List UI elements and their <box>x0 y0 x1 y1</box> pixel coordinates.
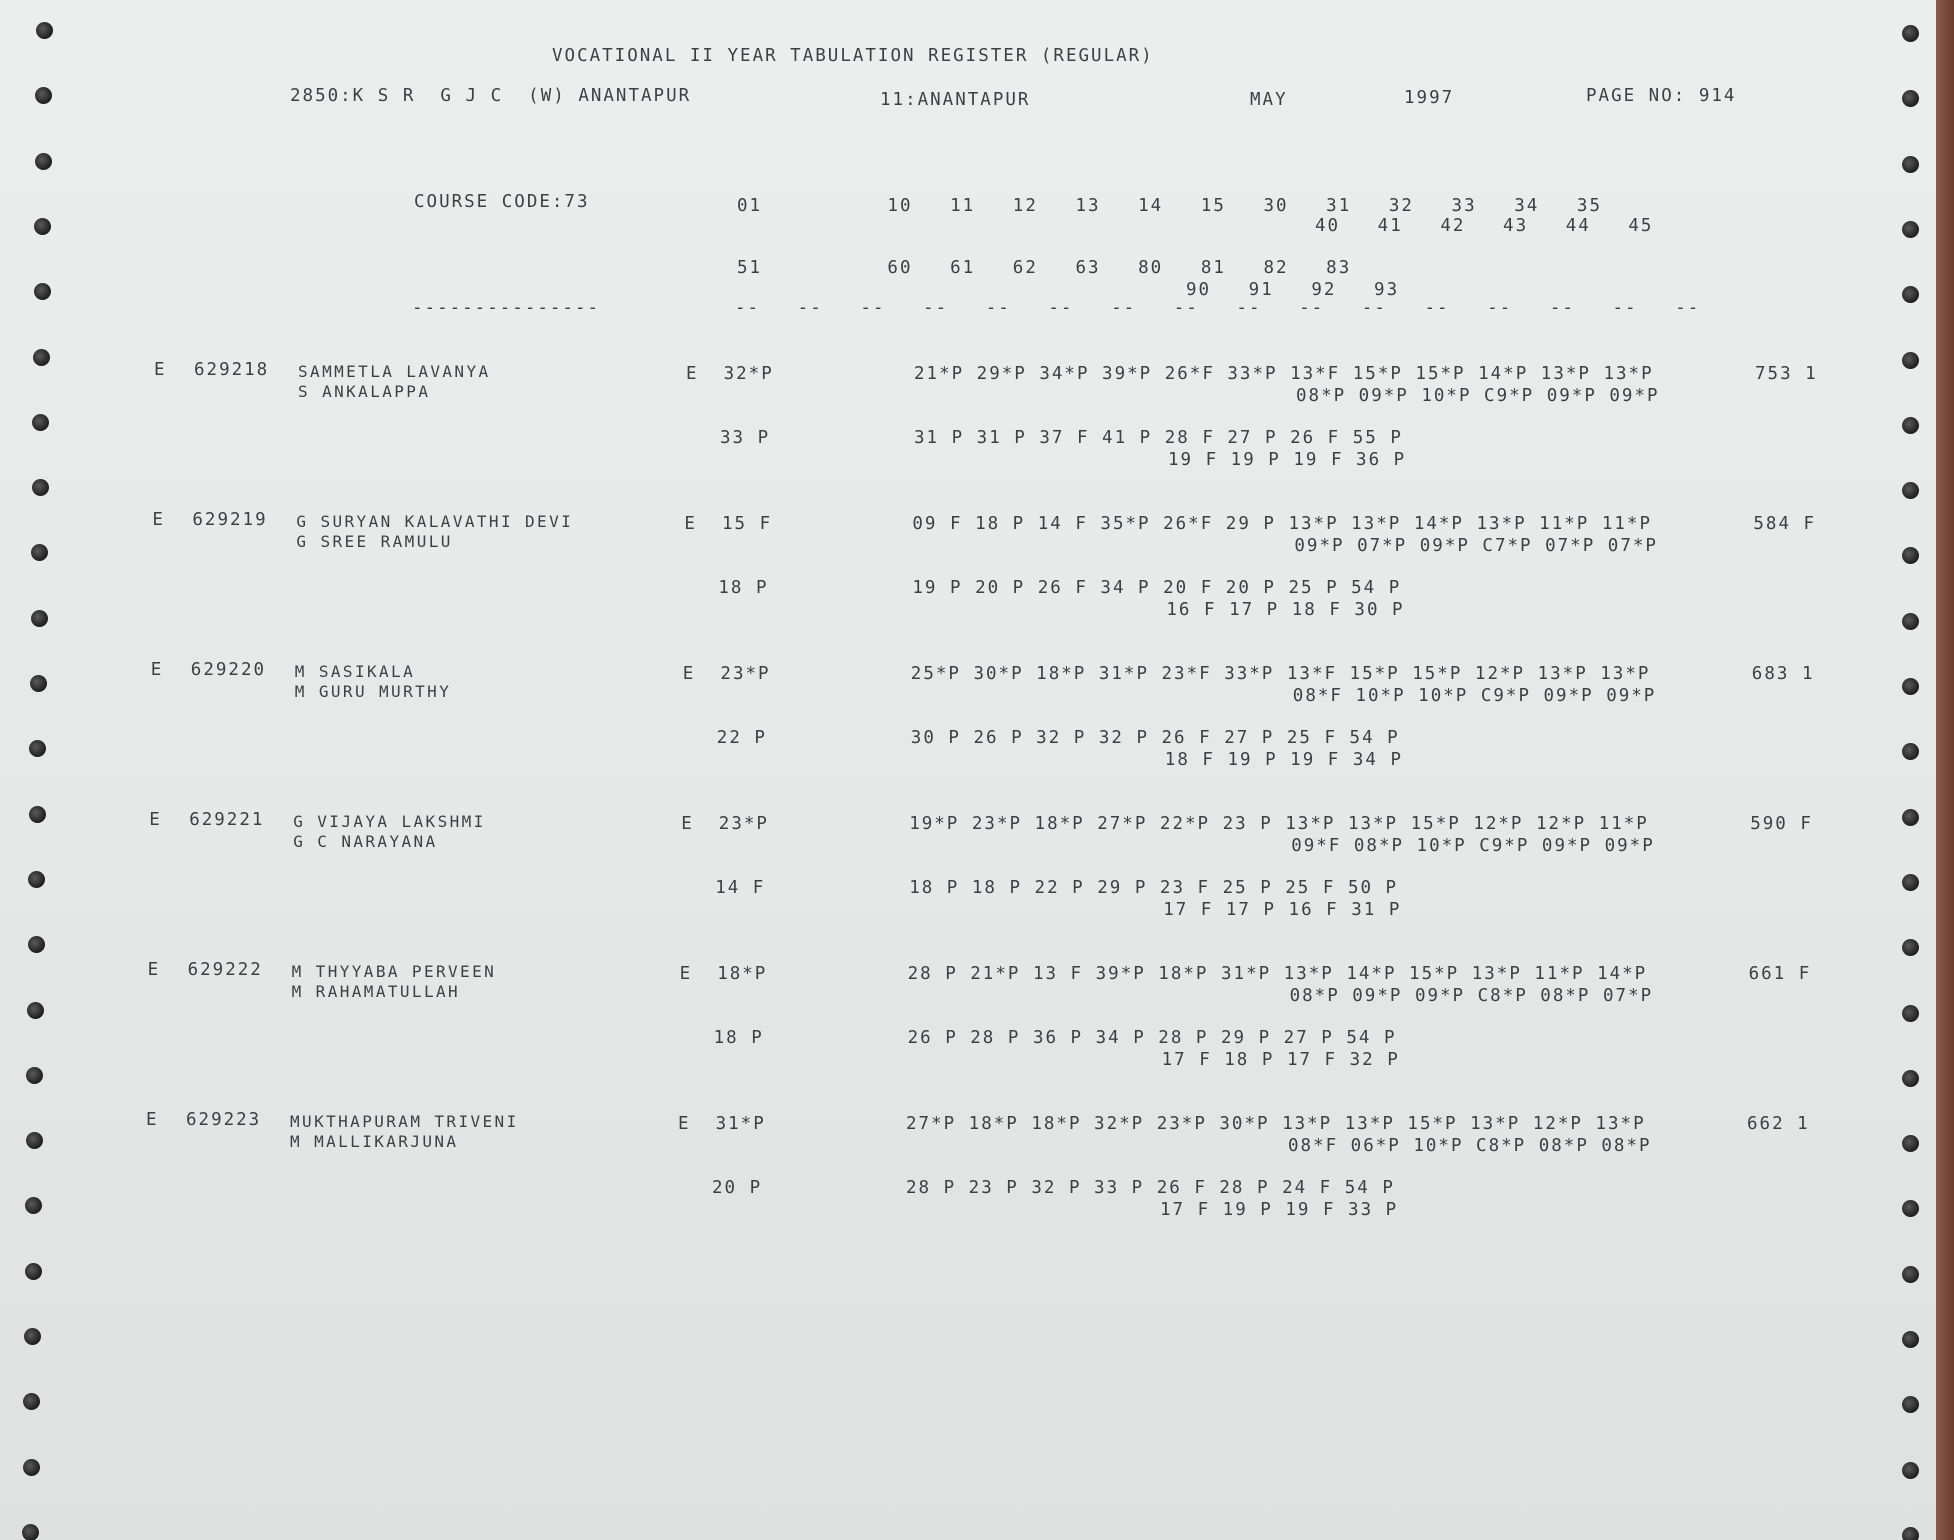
first-subject-mark: E 31*P <box>678 1114 766 1134</box>
father-name: M GURU MURTHY <box>294 682 452 701</box>
marks-line-1: 28 P 21*P 13 F 39*P 18*P 31*P 13*P 14*P 15*P 13*P 11*P 14*P <box>907 964 1648 984</box>
first-subject-mark: E 23*P <box>682 664 771 684</box>
sprocket-hole <box>35 153 52 170</box>
sprocket-hole <box>24 1328 41 1345</box>
candidate-name: G SURYAN KALAVATHI DEVI <box>296 512 574 531</box>
page-number: PAGE NO: 914 <box>1586 86 1737 106</box>
sprocket-hole <box>29 806 46 823</box>
marks-line-4: 17 F 19 P 19 F 33 P <box>1160 1200 1399 1220</box>
marks-line-1: 19*P 23*P 18*P 27*P 22*P 23 P 13*P 13*P 15*P 12*P 12*P 11*P <box>909 814 1649 834</box>
subject-codes-row2: 51 60 61 62 63 80 81 82 83 <box>737 258 1352 278</box>
sprocket-hole <box>32 414 49 431</box>
candidate-name: SAMMETLA LAVANYA <box>298 362 491 381</box>
sprocket-hole <box>1902 613 1919 630</box>
sprocket-hole <box>33 349 50 366</box>
marks-line-4: 17 F 18 P 17 F 32 P <box>1161 1050 1400 1070</box>
category-code: E <box>149 810 162 830</box>
category-code: E <box>154 360 167 380</box>
sprocket-hole <box>28 871 45 888</box>
candidate-name: G VIJAYA LAKSHMI <box>293 812 486 831</box>
subject-codes-row1b: 40 41 42 43 44 45 <box>1315 216 1654 236</box>
father-name: M MALLIKARJUNA <box>290 1132 459 1151</box>
second-subject-mark: 18 P <box>713 1028 764 1048</box>
first-subject-mark: E 15 F <box>684 514 773 534</box>
sprocket-hole <box>1902 1266 1919 1283</box>
sprocket-hole <box>1902 1135 1919 1152</box>
sprocket-hole <box>1902 547 1919 564</box>
sprocket-hole <box>31 610 48 627</box>
sprocket-hole <box>27 1002 44 1019</box>
marks-line-3: 28 P 23 P 32 P 33 P 26 F 28 P 24 F 54 P <box>906 1178 1395 1198</box>
first-subject-mark: E 23*P <box>681 814 769 834</box>
register-title: VOCATIONAL II YEAR TABULATION REGISTER (REGULAR) <box>552 46 1154 66</box>
first-subject-mark: E 18*P <box>679 964 768 984</box>
college-name: 2850:K S R G J C (W) ANANTAPUR <box>290 86 692 106</box>
exam-month: MAY <box>1250 90 1288 110</box>
sprocket-hole <box>1902 1396 1919 1413</box>
total-and-result: 753 1 <box>1755 364 1818 384</box>
marks-line-4: 17 F 17 P 16 F 31 P <box>1163 900 1402 920</box>
subject-codes-row2b: 90 91 92 93 <box>1186 280 1400 300</box>
header-rule-columns: -- -- -- -- -- -- -- -- -- -- -- -- -- -- -- -- <box>735 298 1701 318</box>
candidate-name: M THYYABA PERVEEN <box>291 962 497 981</box>
sprocket-hole <box>34 283 51 300</box>
sprocket-hole <box>1902 286 1919 303</box>
sprocket-hole <box>1902 1200 1919 1217</box>
marks-line-3: 18 P 18 P 22 P 29 P 23 F 25 P 25 F 50 P <box>909 878 1399 898</box>
exam-year: 1997 <box>1404 88 1455 108</box>
category-code: E <box>152 510 165 530</box>
binder-edge <box>1936 0 1954 1540</box>
register-number: 629219 <box>192 510 268 530</box>
sprocket-hole <box>1902 417 1919 434</box>
register-number: 629218 <box>194 360 270 380</box>
father-name: G C NARAYANA <box>293 832 438 851</box>
total-and-result: 584 F <box>1753 514 1817 534</box>
second-subject-mark: 20 P <box>712 1178 763 1198</box>
sprocket-hole <box>1902 809 1919 826</box>
register-number: 629220 <box>190 660 267 680</box>
first-subject-mark: E 32*P <box>686 364 774 384</box>
marks-line-2: 08*P 09*P 10*P C9*P 09*P 09*P <box>1296 386 1660 406</box>
marks-line-4: 16 F 17 P 18 F 30 P <box>1166 600 1405 620</box>
candidate-name: MUKTHAPURAM TRIVENI <box>290 1112 519 1131</box>
sprocket-holes-left <box>18 0 58 1540</box>
marks-line-1: 21*P 29*P 34*P 39*P 26*F 33*P 13*F 15*P 15*P 14*P 13*P 13*P <box>914 364 1654 384</box>
sprocket-hole <box>1902 221 1919 238</box>
marks-line-1: 27*P 18*P 18*P 32*P 23*P 30*P 13*P 13*P 15*P 13*P 12*P 13*P <box>906 1114 1646 1134</box>
marks-line-2: 09*F 08*P 10*P C9*P 09*P 09*P <box>1291 836 1655 856</box>
father-name: G SREE RAMULU <box>296 532 453 551</box>
sprocket-hole <box>26 1132 43 1149</box>
marks-line-3: 26 P 28 P 36 P 34 P 28 P 29 P 27 P 54 P <box>907 1028 1397 1048</box>
sprocket-hole <box>1902 678 1919 695</box>
father-name: S ANKALAPPA <box>298 382 431 401</box>
sprocket-hole <box>1902 939 1919 956</box>
sprocket-hole <box>1902 1005 1919 1022</box>
register-number: 629223 <box>186 1110 262 1130</box>
marks-line-2: 08*F 10*P 10*P C9*P 09*P 09*P <box>1292 686 1657 706</box>
second-subject-mark: 18 P <box>718 578 769 598</box>
header-rule-name: --------------- <box>412 298 601 318</box>
marks-line-1: 09 F 18 P 14 F 35*P 26*F 29 P 13*P 13*P 14*P 13*P 11*P 11*P <box>912 514 1653 534</box>
sprocket-hole <box>1902 1331 1919 1348</box>
sprocket-hole <box>34 218 51 235</box>
father-name: M RAHAMATULLAH <box>291 982 461 1001</box>
marks-line-1: 25*P 30*P 18*P 31*P 23*F 33*P 13*F 15*P 15*P 12*P 13*P 13*P <box>910 664 1651 684</box>
sprocket-hole <box>1902 1462 1919 1479</box>
second-subject-mark: 14 F <box>715 878 766 898</box>
sprocket-hole <box>28 936 45 953</box>
sprocket-hole <box>1902 352 1919 369</box>
second-subject-mark: 22 P <box>716 728 767 748</box>
sprocket-hole <box>32 479 49 496</box>
sprocket-hole <box>1902 1527 1919 1540</box>
sprocket-hole <box>1902 156 1919 173</box>
category-code: E <box>146 1110 159 1130</box>
marks-line-2: 08*P 09*P 09*P C8*P 08*P 07*P <box>1289 986 1654 1006</box>
total-and-result: 590 F <box>1750 814 1813 834</box>
sprocket-hole <box>35 87 52 104</box>
district-name: 11:ANANTAPUR <box>880 90 1031 110</box>
category-code: E <box>147 960 161 980</box>
sprocket-hole <box>29 740 46 757</box>
category-code: E <box>150 660 164 680</box>
subject-codes-row1: 01 10 11 12 13 14 15 30 31 32 33 34 35 <box>737 196 1602 216</box>
marks-line-3: 19 P 20 P 26 F 34 P 20 F 20 P 25 P 54 P <box>912 578 1402 598</box>
sprocket-hole <box>31 544 48 561</box>
sprocket-hole <box>1902 482 1919 499</box>
second-subject-mark: 33 P <box>720 428 771 448</box>
sprocket-hole <box>30 675 47 692</box>
marks-line-2: 09*P 07*P 09*P C7*P 07*P 07*P <box>1294 536 1658 556</box>
sprocket-hole <box>25 1197 42 1214</box>
marks-line-3: 30 P 26 P 32 P 32 P 26 F 27 P 25 F 54 P <box>910 728 1400 748</box>
sprocket-hole <box>1902 874 1919 891</box>
register-number: 629221 <box>189 810 265 830</box>
sprocket-hole <box>1902 743 1919 760</box>
marks-line-4: 18 F 19 P 19 F 34 P <box>1164 750 1403 770</box>
sprocket-hole <box>1902 1070 1919 1087</box>
sprocket-hole <box>23 1393 40 1410</box>
sprocket-hole <box>25 1263 42 1280</box>
register-number: 629222 <box>187 960 263 980</box>
course-code: COURSE CODE:73 <box>414 192 590 212</box>
sprocket-holes-right <box>1896 0 1936 1540</box>
marks-line-4: 19 F 19 P 19 F 36 P <box>1168 450 1407 470</box>
sprocket-hole <box>26 1067 43 1084</box>
sprocket-hole <box>23 1459 40 1476</box>
sprocket-hole <box>1902 90 1919 107</box>
sprocket-hole <box>36 22 53 39</box>
sprocket-hole <box>1902 25 1919 42</box>
total-and-result: 662 1 <box>1747 1114 1810 1134</box>
candidate-name: M SASIKALA <box>294 662 416 681</box>
total-and-result: 683 1 <box>1751 664 1815 684</box>
sprocket-hole <box>22 1524 39 1540</box>
marks-line-2: 08*F 06*P 10*P C8*P 08*P 08*P <box>1288 1136 1652 1156</box>
total-and-result: 661 F <box>1748 964 1812 984</box>
marks-line-3: 31 P 31 P 37 F 41 P 28 F 27 P 26 F 55 P <box>914 428 1403 448</box>
